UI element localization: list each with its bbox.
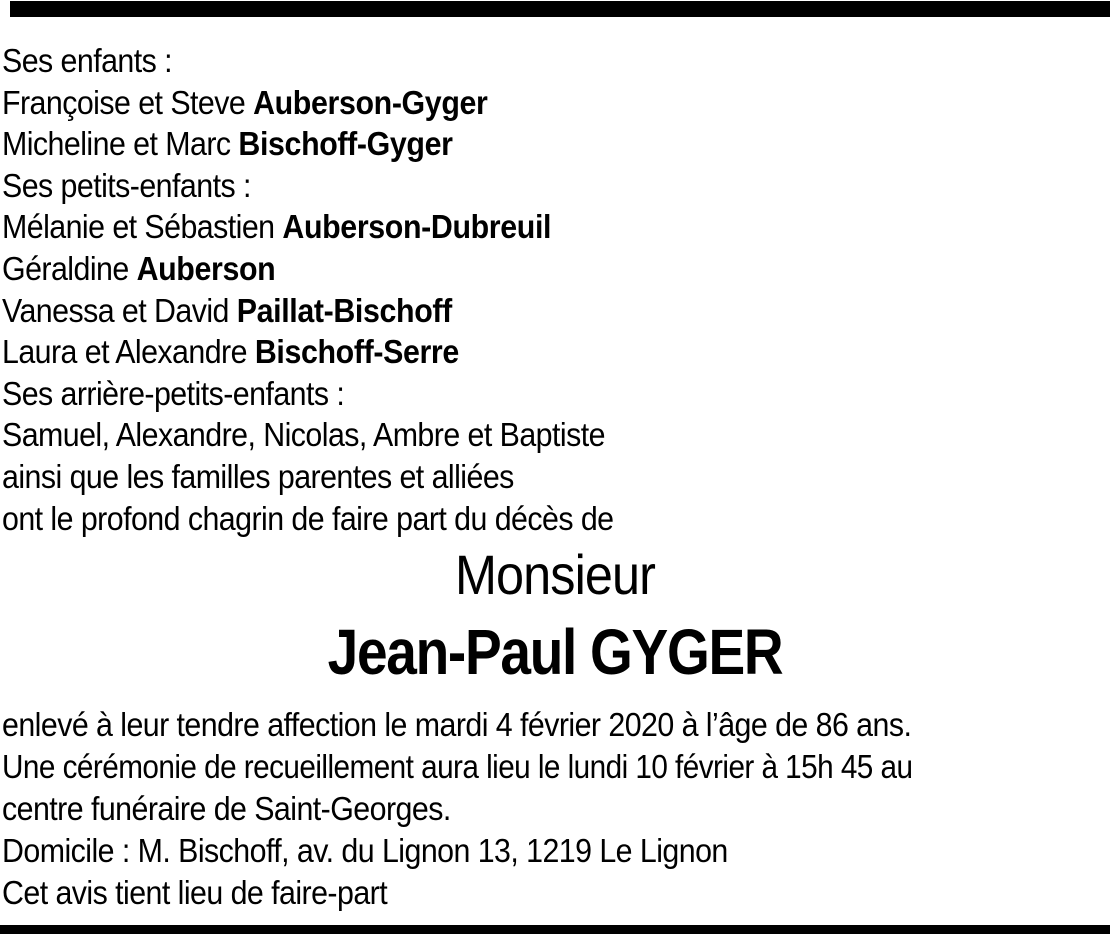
family-line-text: Samuel, Alexandre, Nicolas, Ambre et Baptiste [2,416,605,454]
family-line-text: ont le profond chagrin de faire part du décès de [2,499,614,537]
detail-line: centre funéraire de Saint-Georges. [2,790,451,827]
family-line [2,123,1020,165]
family-line [2,206,1020,248]
top-divider [10,1,1110,17]
family-line [2,82,1020,124]
deceased-name: Jean-Paul GYGER [327,616,783,688]
family-line-text: Françoise et Steve [2,83,254,121]
family-surname: Paillat-Bischoff [236,291,452,329]
family-line [2,331,1020,373]
bottom-divider [0,925,1110,934]
family-line [2,456,1020,498]
notice-details [2,704,1108,914]
honorific-title: Monsieur [454,543,656,606]
detail-line: enlevé à leur tendre affection le mardi 4 février 2020 à l’âge de 86 ans. [2,706,912,743]
family-line-text: Vanessa et David [2,291,237,329]
family-line-text: Mélanie et Sébastien [2,208,283,246]
family-line-text: Géraldine [2,249,137,287]
family-surname: Auberson [136,249,276,287]
detail-line: Domicile : M. Bischoff, av. du Lignon 13, 1219 Le Lignon [2,832,728,869]
family-surname: Auberson-Gyger [253,83,488,121]
family-surname: Bischoff-Gyger [238,125,453,163]
family-surname: Bischoff-Serre [254,333,459,371]
family-line-text: Ses arrière-petits-enfants : [2,374,345,412]
family-surname: Auberson-Dubreuil [282,208,552,246]
family-line [2,414,1020,456]
detail-line: Une cérémonie de recueillement aura lieu le lundi 10 février à 15h 45 au [2,748,913,785]
family-line [2,248,1020,290]
family-line [2,40,1020,82]
family-line [2,165,1020,207]
family-list [2,40,1108,539]
family-line-text: Laura et Alexandre [2,333,255,371]
family-line-text: Ses petits-enfants : [2,166,251,204]
detail-line: Cet avis tient lieu de faire-part [2,874,388,911]
family-line [2,373,1020,415]
family-line [2,498,1020,540]
family-line-text: Ses enfants : [2,42,173,79]
family-line-text: Micheline et Marc [2,125,239,163]
family-line-text: ainsi que les familles parentes et alliées [2,457,514,495]
family-line [2,290,1020,332]
